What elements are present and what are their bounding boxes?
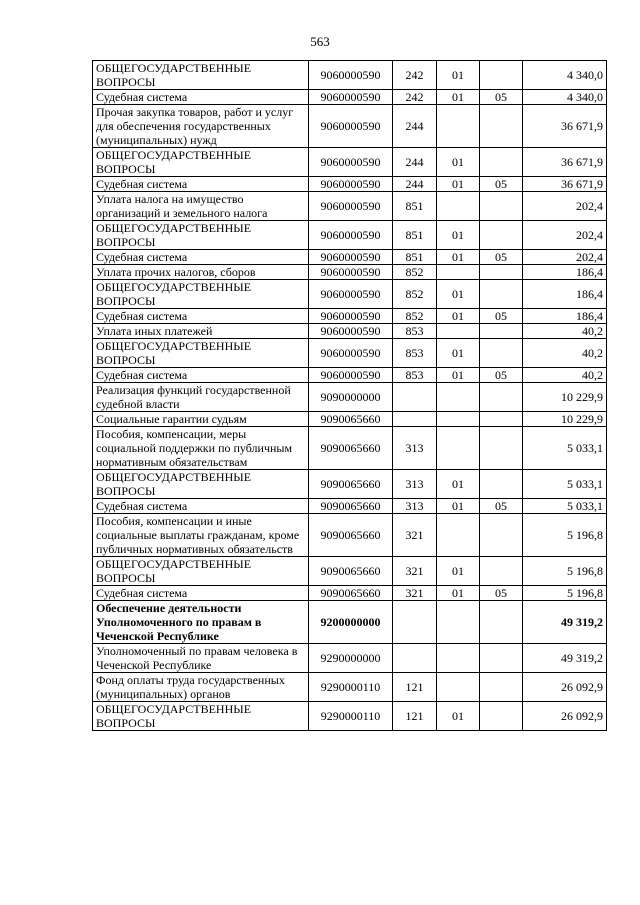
table-row xyxy=(93,265,607,280)
row-subsection: 05 xyxy=(480,250,523,265)
row-amount: 186,4 xyxy=(523,265,607,280)
table-row xyxy=(93,309,607,324)
row-amount: 10 229,9 xyxy=(523,383,607,412)
table-row xyxy=(93,339,607,368)
row-target-code: 9090065660 xyxy=(309,514,393,557)
row-target-code: 9060000590 xyxy=(309,280,393,309)
table-row xyxy=(93,557,607,586)
row-target-code: 9060000590 xyxy=(309,177,393,192)
row-expense-type: 321 xyxy=(393,514,437,557)
table-row xyxy=(93,61,607,90)
row-expense-type: 244 xyxy=(393,148,437,177)
row-subsection xyxy=(480,148,523,177)
row-subsection xyxy=(480,673,523,702)
row-section: 01 xyxy=(437,309,480,324)
row-name: Судебная система xyxy=(93,177,309,192)
row-name: Судебная система xyxy=(93,586,309,601)
row-section: 01 xyxy=(437,250,480,265)
table-row xyxy=(93,90,607,105)
row-name: Уплата иных платежей xyxy=(93,324,309,339)
row-amount: 49 319,2 xyxy=(523,644,607,673)
row-expense-type: 244 xyxy=(393,105,437,148)
row-target-code: 9060000590 xyxy=(309,368,393,383)
row-section: 01 xyxy=(437,148,480,177)
row-target-code: 9060000590 xyxy=(309,90,393,105)
row-amount: 202,4 xyxy=(523,250,607,265)
table-row xyxy=(93,324,607,339)
row-section: 01 xyxy=(437,368,480,383)
row-subsection: 05 xyxy=(480,368,523,383)
row-subsection xyxy=(480,192,523,221)
table-row xyxy=(93,280,607,309)
row-expense-type: 121 xyxy=(393,702,437,731)
row-expense-type: 851 xyxy=(393,221,437,250)
table-row xyxy=(93,644,607,673)
row-amount: 5 196,8 xyxy=(523,514,607,557)
row-target-code: 9200000000 xyxy=(309,601,393,644)
row-expense-type: 852 xyxy=(393,280,437,309)
row-target-code: 9090065660 xyxy=(309,412,393,427)
row-expense-type: 313 xyxy=(393,470,437,499)
row-name: Уполномоченный по правам человека в Чеченской Республике xyxy=(93,644,309,673)
row-expense-type: 853 xyxy=(393,339,437,368)
row-amount: 36 671,9 xyxy=(523,148,607,177)
row-expense-type: 242 xyxy=(393,61,437,90)
table-row xyxy=(93,177,607,192)
row-subsection xyxy=(480,427,523,470)
row-section: 01 xyxy=(437,586,480,601)
row-name: Судебная система xyxy=(93,368,309,383)
row-section xyxy=(437,383,480,412)
row-subsection: 05 xyxy=(480,177,523,192)
table-row xyxy=(93,601,607,644)
row-section xyxy=(437,427,480,470)
row-section xyxy=(437,265,480,280)
row-section: 01 xyxy=(437,177,480,192)
row-name: Судебная система xyxy=(93,309,309,324)
row-section xyxy=(437,673,480,702)
row-subsection xyxy=(480,383,523,412)
row-section xyxy=(437,514,480,557)
row-name: ОБЩЕГОСУДАРСТВЕННЫЕ ВОПРОСЫ xyxy=(93,280,309,309)
row-name: Уплата налога на имущество организаций и земельного налога xyxy=(93,192,309,221)
row-name: Судебная система xyxy=(93,499,309,514)
row-section xyxy=(437,412,480,427)
row-expense-type xyxy=(393,644,437,673)
row-target-code: 9060000590 xyxy=(309,221,393,250)
row-subsection xyxy=(480,557,523,586)
row-name: ОБЩЕГОСУДАРСТВЕННЫЕ ВОПРОСЫ xyxy=(93,702,309,731)
row-name: Обеспечение деятельности Уполномоченного по правам в Чеченской Республике xyxy=(93,601,309,644)
row-subsection: 05 xyxy=(480,90,523,105)
budget-table-body xyxy=(93,61,607,731)
row-amount: 5 033,1 xyxy=(523,470,607,499)
row-subsection xyxy=(480,412,523,427)
row-name: Прочая закупка товаров, работ и услуг для обеспечения государственных (муниципальных) нужд xyxy=(93,105,309,148)
row-section: 01 xyxy=(437,557,480,586)
row-amount: 202,4 xyxy=(523,221,607,250)
row-amount: 186,4 xyxy=(523,309,607,324)
row-target-code: 9090065660 xyxy=(309,586,393,601)
row-target-code: 9060000590 xyxy=(309,339,393,368)
row-expense-type: 853 xyxy=(393,324,437,339)
row-target-code: 9290000110 xyxy=(309,702,393,731)
row-target-code: 9060000590 xyxy=(309,61,393,90)
row-expense-type: 852 xyxy=(393,265,437,280)
row-amount: 4 340,0 xyxy=(523,61,607,90)
row-subsection: 05 xyxy=(480,309,523,324)
row-name: Реализация функций государственной судебной власти xyxy=(93,383,309,412)
table-row xyxy=(93,221,607,250)
row-subsection xyxy=(480,280,523,309)
row-section: 01 xyxy=(437,61,480,90)
row-section: 01 xyxy=(437,221,480,250)
row-name: ОБЩЕГОСУДАРСТВЕННЫЕ ВОПРОСЫ xyxy=(93,339,309,368)
row-target-code: 9090065660 xyxy=(309,470,393,499)
row-amount: 40,2 xyxy=(523,324,607,339)
row-expense-type xyxy=(393,383,437,412)
row-target-code: 9060000590 xyxy=(309,148,393,177)
row-amount: 10 229,9 xyxy=(523,412,607,427)
row-subsection xyxy=(480,105,523,148)
row-target-code: 9290000000 xyxy=(309,644,393,673)
row-amount: 4 340,0 xyxy=(523,90,607,105)
row-section xyxy=(437,601,480,644)
row-target-code: 9060000590 xyxy=(309,265,393,280)
row-amount: 186,4 xyxy=(523,280,607,309)
row-name: ОБЩЕГОСУДАРСТВЕННЫЕ ВОПРОСЫ xyxy=(93,470,309,499)
row-target-code: 9090065660 xyxy=(309,499,393,514)
row-name: Фонд оплаты труда государственных (муниципальных) органов xyxy=(93,673,309,702)
row-amount: 36 671,9 xyxy=(523,177,607,192)
row-amount: 5 033,1 xyxy=(523,499,607,514)
row-subsection xyxy=(480,265,523,280)
row-section: 01 xyxy=(437,470,480,499)
row-subsection xyxy=(480,339,523,368)
row-target-code: 9060000590 xyxy=(309,309,393,324)
row-amount: 5 196,8 xyxy=(523,586,607,601)
row-name: Социальные гарантии судьям xyxy=(93,412,309,427)
row-amount: 40,2 xyxy=(523,368,607,383)
row-section: 01 xyxy=(437,339,480,368)
row-expense-type: 321 xyxy=(393,586,437,601)
row-section xyxy=(437,324,480,339)
row-name: Судебная система xyxy=(93,90,309,105)
row-name: Уплата прочих налогов, сборов xyxy=(93,265,309,280)
table-row xyxy=(93,499,607,514)
row-expense-type: 851 xyxy=(393,192,437,221)
row-target-code: 9090000000 xyxy=(309,383,393,412)
row-amount: 26 092,9 xyxy=(523,702,607,731)
row-target-code: 9060000590 xyxy=(309,105,393,148)
page-number: 563 xyxy=(310,34,330,49)
table-row xyxy=(93,673,607,702)
table-row xyxy=(93,250,607,265)
row-subsection xyxy=(480,61,523,90)
row-amount: 26 092,9 xyxy=(523,673,607,702)
row-section xyxy=(437,644,480,673)
table-row xyxy=(93,702,607,731)
row-expense-type: 321 xyxy=(393,557,437,586)
row-target-code: 9090065660 xyxy=(309,557,393,586)
row-amount: 36 671,9 xyxy=(523,105,607,148)
row-expense-type: 121 xyxy=(393,673,437,702)
table-row xyxy=(93,514,607,557)
table-row xyxy=(93,105,607,148)
row-expense-type: 852 xyxy=(393,309,437,324)
table-row xyxy=(93,586,607,601)
row-subsection xyxy=(480,324,523,339)
row-subsection xyxy=(480,514,523,557)
table-row xyxy=(93,412,607,427)
row-name: ОБЩЕГОСУДАРСТВЕННЫЕ ВОПРОСЫ xyxy=(93,61,309,90)
row-section xyxy=(437,192,480,221)
row-expense-type xyxy=(393,412,437,427)
row-name: Судебная система xyxy=(93,250,309,265)
row-target-code: 9060000590 xyxy=(309,192,393,221)
table-row xyxy=(93,383,607,412)
row-expense-type: 853 xyxy=(393,368,437,383)
row-expense-type: 851 xyxy=(393,250,437,265)
row-expense-type: 244 xyxy=(393,177,437,192)
row-name: Пособия, компенсации, меры социальной поддержки по публичным нормативным обязательствам xyxy=(93,427,309,470)
budget-table xyxy=(92,60,607,731)
row-subsection xyxy=(480,470,523,499)
row-section: 01 xyxy=(437,280,480,309)
row-expense-type: 242 xyxy=(393,90,437,105)
row-amount: 5 196,8 xyxy=(523,557,607,586)
table-row xyxy=(93,368,607,383)
row-target-code: 9090065660 xyxy=(309,427,393,470)
row-amount: 202,4 xyxy=(523,192,607,221)
row-section xyxy=(437,105,480,148)
table-row xyxy=(93,192,607,221)
row-expense-type: 313 xyxy=(393,499,437,514)
row-subsection xyxy=(480,601,523,644)
row-section: 01 xyxy=(437,90,480,105)
row-amount: 49 319,2 xyxy=(523,601,607,644)
row-name: ОБЩЕГОСУДАРСТВЕННЫЕ ВОПРОСЫ xyxy=(93,221,309,250)
row-amount: 40,2 xyxy=(523,339,607,368)
table-row xyxy=(93,148,607,177)
row-expense-type: 313 xyxy=(393,427,437,470)
row-name: ОБЩЕГОСУДАРСТВЕННЫЕ ВОПРОСЫ xyxy=(93,148,309,177)
row-subsection xyxy=(480,221,523,250)
row-name: Пособия, компенсации и иные социальные выплаты гражданам, кроме публичных нормативных обязательств xyxy=(93,514,309,557)
row-section: 01 xyxy=(437,702,480,731)
row-name: ОБЩЕГОСУДАРСТВЕННЫЕ ВОПРОСЫ xyxy=(93,557,309,586)
table-row xyxy=(93,427,607,470)
row-subsection xyxy=(480,644,523,673)
row-target-code: 9060000590 xyxy=(309,324,393,339)
row-section: 01 xyxy=(437,499,480,514)
row-amount: 5 033,1 xyxy=(523,427,607,470)
row-expense-type xyxy=(393,601,437,644)
row-subsection: 05 xyxy=(480,586,523,601)
row-subsection xyxy=(480,702,523,731)
row-subsection: 05 xyxy=(480,499,523,514)
table-row xyxy=(93,470,607,499)
row-target-code: 9060000590 xyxy=(309,250,393,265)
row-target-code: 9290000110 xyxy=(309,673,393,702)
